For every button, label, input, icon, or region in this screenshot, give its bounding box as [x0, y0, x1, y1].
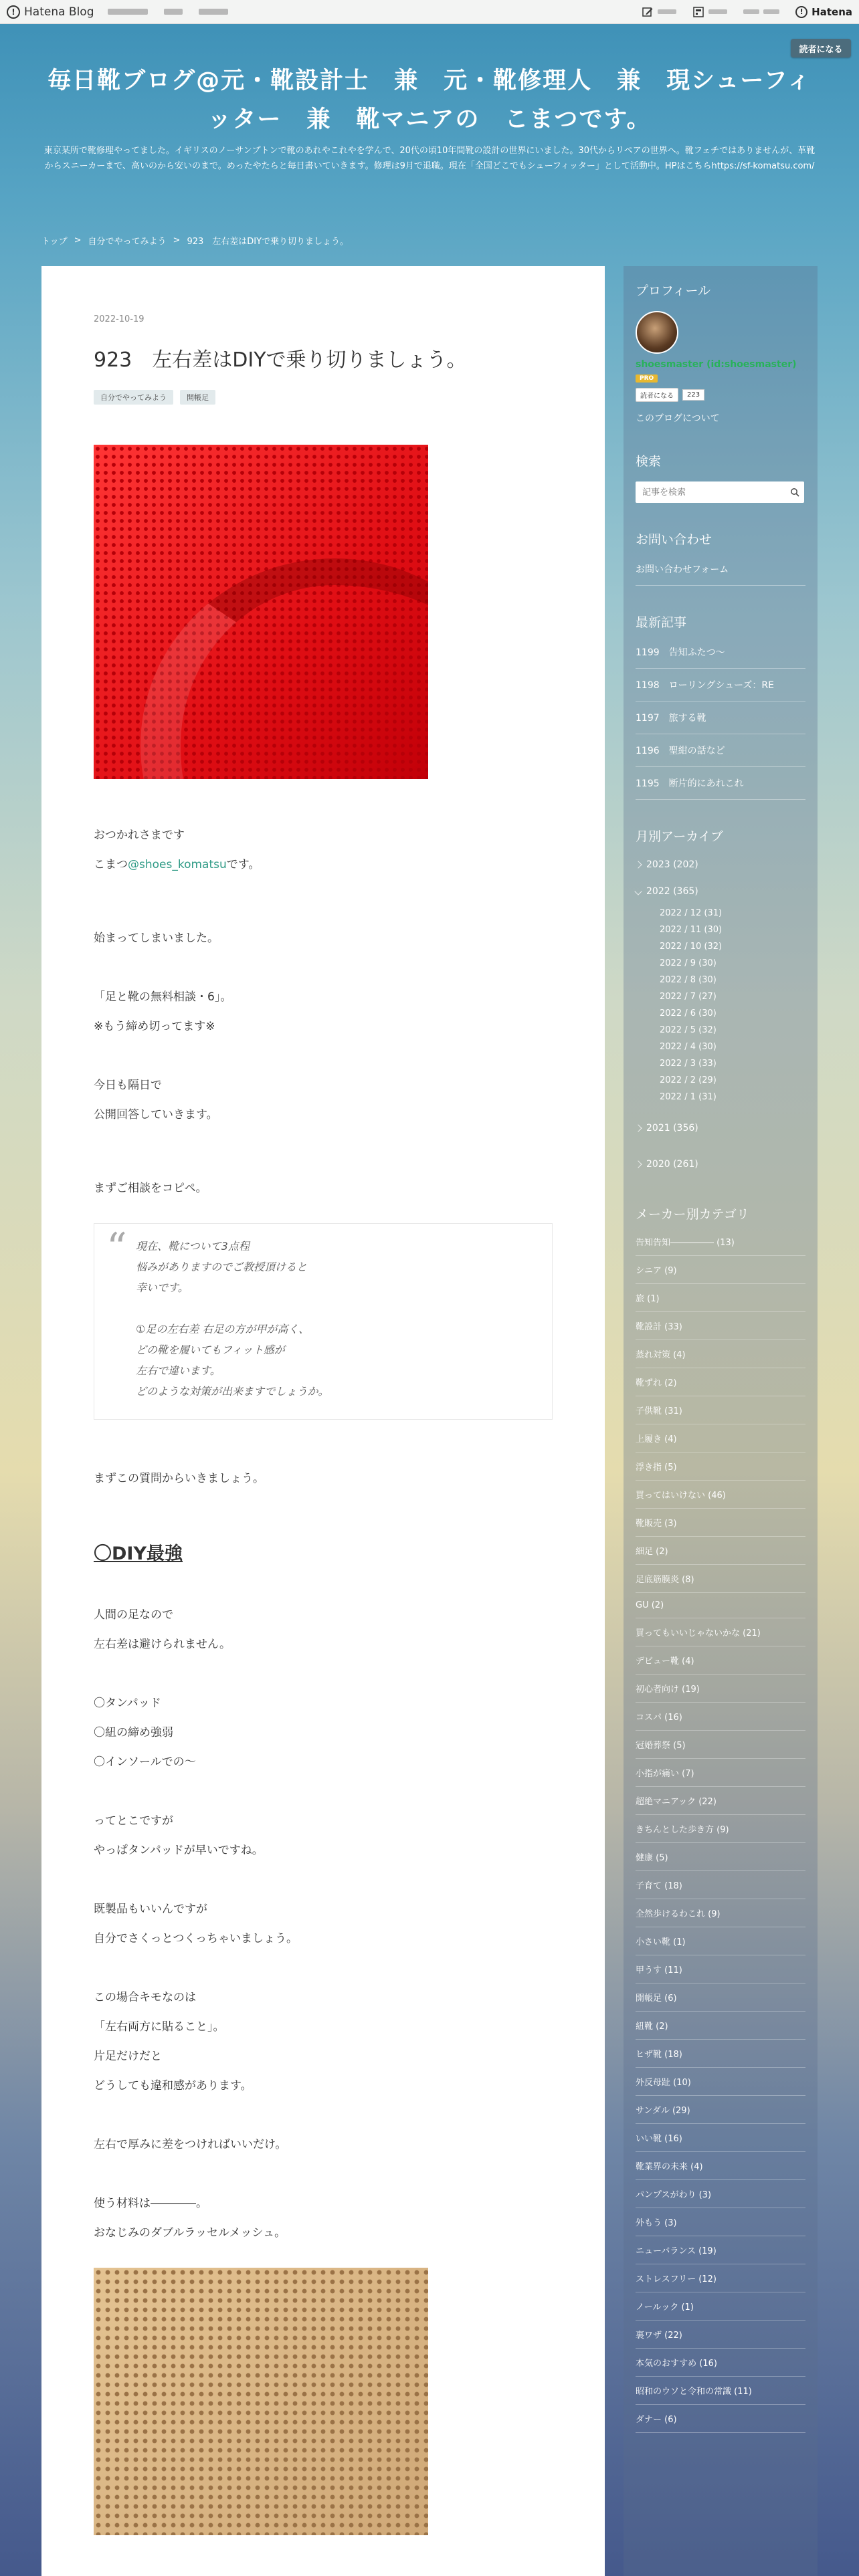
category-link[interactable]: デビュー靴 (4) [636, 1646, 805, 1675]
profile-name[interactable]: shoesmaster (id:shoesmaster) [636, 359, 797, 370]
recent-entry[interactable]: 1195 断片的にあれこれ [636, 767, 805, 800]
category-link[interactable]: 裏ワザ (22) [636, 2321, 805, 2349]
section-heading: 〇DIY最強 [94, 1543, 183, 1564]
paragraph: 〇紐の締め強弱 [94, 1726, 173, 1739]
hatena-label: Hatena [812, 5, 852, 18]
archive-month[interactable]: 2022 / 8 (30) [660, 975, 717, 985]
paragraph: 片足だけだと [94, 2050, 162, 2063]
paragraph: やっぱタンパッドが早いですね。 [94, 1844, 264, 1857]
archive-month[interactable]: 2022 / 12 (31) [660, 908, 723, 918]
archive-month[interactable]: 2022 / 10 (32) [660, 942, 723, 952]
paragraph: 始まってしまいました。 [94, 932, 219, 945]
category-link[interactable]: 細足 (2) [636, 1537, 805, 1565]
archive-month[interactable]: 2022 / 4 (30) [660, 1042, 717, 1052]
red-mesh-image [94, 445, 428, 779]
category-module [636, 1204, 805, 2433]
dashboard-icon [692, 6, 704, 18]
category-link[interactable]: サンダル (29) [636, 2096, 805, 2124]
sidebar [624, 266, 818, 2576]
category-link[interactable]: 靴ずれ (2) [636, 1368, 805, 1396]
brand-label: Hatena Blog [24, 5, 94, 19]
archive-month[interactable]: 2022 / 9 (30) [660, 958, 717, 968]
paragraph: 人間の足なので [94, 1608, 173, 1622]
archive-month[interactable]: 2022 / 7 (27) [660, 992, 717, 1002]
breadcrumb [41, 234, 349, 247]
category-link[interactable]: ストレスフリー (12) [636, 2264, 805, 2292]
category-link[interactable]: 小指が痛い (7) [636, 1759, 805, 1787]
header-link-2[interactable] [164, 9, 183, 15]
archive-year-2020[interactable]: 2020 (261) [636, 1151, 805, 1178]
paragraph: こまつ@shoes_komatsuです。 [94, 858, 260, 871]
header-link-1[interactable] [108, 9, 148, 15]
category-link[interactable]: 紐靴 (2) [636, 2012, 805, 2040]
category-list [636, 1228, 805, 2433]
consultation-quote: “ 現在、靴について3点程 悩みがありますのでご教授頂けると 幸いです。 ①足の左右差 右足の方が甲が高く、 どの靴を履いてもフィット感が 左右で違います。 どのような対策が出来ますでしょうか。 [94, 1223, 553, 1420]
category-link[interactable]: きちんとした歩き方 (9) [636, 1815, 805, 1843]
beige-mesh-image [94, 2268, 428, 2535]
category-link[interactable]: 本気のおすすめ (16) [636, 2349, 805, 2377]
breadcrumb-separator: > [74, 235, 82, 245]
category-link[interactable]: 開帳足 (6) [636, 1983, 805, 2012]
profile-heading: プロフィール [636, 284, 711, 298]
paragraph: 〇タンパッド [94, 1697, 161, 1710]
category-link[interactable]: 旅 (1) [636, 1284, 805, 1312]
paragraph: ※もう締め切ってます※ [94, 1020, 215, 1033]
category-tag[interactable]: 開帳足 [180, 390, 215, 405]
breadcrumb-separator: > [173, 235, 181, 245]
category-link[interactable]: 小さい靴 (1) [636, 1927, 805, 1955]
avatar[interactable] [636, 311, 678, 354]
category-link[interactable]: 超絶マニアック (22) [636, 1787, 805, 1815]
chevron-right-icon [634, 861, 642, 868]
category-link[interactable]: 上履き (4) [636, 1424, 805, 1453]
paragraph: おつかれさまです [94, 829, 185, 842]
paragraph: 「足と靴の無料相談・6」。 [94, 990, 232, 1004]
archive-month[interactable]: 2022 / 1 (31) [660, 1092, 717, 1102]
category-link[interactable]: 初心者向け (19) [636, 1675, 805, 1703]
breadcrumb-home[interactable]: トップ [41, 237, 68, 247]
search-box [636, 481, 804, 503]
chevron-right-icon [634, 1124, 642, 1132]
contact-form-link[interactable]: お問い合わせフォーム [636, 553, 805, 586]
archive-year-2021[interactable]: 2021 (356) [636, 1115, 805, 1142]
category-link[interactable]: 買ってもいいじゃないかな (21) [636, 1618, 805, 1646]
category-link[interactable]: ダナー (6) [636, 2405, 805, 2433]
profile-module [636, 281, 805, 425]
category-tag[interactable]: 自分でやってみよう [94, 390, 173, 405]
search-icon[interactable] [785, 488, 804, 497]
search-heading: 検索 [636, 454, 662, 469]
paragraph: 左右差は避けられません。 [94, 1638, 231, 1651]
hatena-icon: ! [795, 6, 807, 18]
paragraph: 既製品もいいんですが [94, 1903, 207, 1916]
recent-module [636, 613, 805, 800]
paragraph: 使う材料は――――。 [94, 2197, 207, 2210]
category-link[interactable]: 告知告知――――― (13) [636, 1228, 805, 1256]
paragraph: どうしても違和感があります。 [94, 2079, 252, 2092]
category-link[interactable]: 昭和のウソと令和の常識 (11) [636, 2377, 805, 2405]
blog-description: 東京某所で靴修理やってました。イギリスのノーサンプトンで靴のあれやこれやを学んで、20代の頃10年間靴の設計の世界にいました。30代からリペアの世界へ。靴フェチではありませんが、革靴からスニーカーまで、高いのから安いのまで。めったやたらと毎日書いていきます。修理は9月で退職。現在「全国どこでもシューフィッター」として活動中。HPはこちらhttps://sf-komatsu.com/ [43, 146, 816, 171]
paragraph: 今日も隔日で [94, 1079, 162, 1092]
write-entry-button[interactable] [642, 6, 676, 18]
category-heading: メーカー別カテゴリ [636, 1207, 749, 1222]
twitter-link[interactable]: @shoes_komatsu [128, 858, 227, 871]
category-link[interactable]: 浮き指 (5) [636, 1453, 805, 1481]
pro-badge: PRO [636, 374, 658, 383]
recent-entry[interactable]: 1196 聖紺の話など [636, 734, 805, 767]
chevron-right-icon [634, 1160, 642, 1168]
paragraph: この場合キモなのは [94, 1991, 196, 2004]
recent-entry[interactable]: 1197 旅する靴 [636, 702, 805, 734]
archive-month[interactable]: 2022 / 5 (32) [660, 1025, 717, 1035]
recent-entry[interactable]: 1198 ローリングシューズ：RE [636, 669, 805, 702]
paragraph: 〇インソールでの〜 [94, 1755, 196, 1769]
category-link[interactable]: ヒザ靴 (18) [636, 2040, 805, 2068]
contact-module [636, 530, 805, 586]
archive-year-2022[interactable]: 2022 (365) [636, 878, 805, 905]
archive-month[interactable]: 2022 / 2 (29) [660, 1075, 717, 1085]
archive-month[interactable]: 2022 / 3 (33) [660, 1059, 717, 1069]
recent-heading: 最新記事 [636, 615, 687, 630]
entry-title[interactable]: 923 左右差はDIYで乗り切りましょう。 [94, 348, 467, 372]
about-link[interactable]: このブログについて [636, 413, 720, 424]
category-link[interactable]: GU (2) [636, 1593, 805, 1618]
paragraph: 自分でさくっとつくっちゃいましょう。 [94, 1932, 298, 1945]
category-link[interactable]: ノールック (1) [636, 2292, 805, 2321]
category-link[interactable]: 健康 (5) [636, 1843, 805, 1871]
category-link[interactable]: 蒸れ対策 (4) [636, 1340, 805, 1368]
category-link[interactable]: ニューバランス (19) [636, 2236, 805, 2264]
category-link[interactable]: 靴業界の未来 (4) [636, 2152, 805, 2180]
category-link[interactable]: 靴販売 (3) [636, 1509, 805, 1537]
category-link[interactable]: 子育て (18) [636, 1871, 805, 1899]
header-link-3[interactable] [199, 9, 228, 15]
blog-title[interactable]: 毎日靴ブログ@元・靴設計士 兼 元・靴修理人 兼 現シューフィッター 兼 靴マニアの こまつです。 [47, 68, 812, 133]
recent-entry[interactable]: 1199 告知ふたつ〜 [636, 636, 805, 669]
category-link[interactable]: 外反母趾 (10) [636, 2068, 805, 2096]
paragraph: おなじみのダブルラッセルメッシュ。 [94, 2226, 286, 2240]
paragraph: 「左右両方に貼ること」。 [94, 2020, 225, 2034]
breadcrumb-category[interactable]: 自分でやってみよう [88, 237, 167, 247]
archive-heading: 月別アーカイブ [636, 829, 723, 844]
entry-date[interactable]: 2022-10-19 [94, 314, 145, 324]
header-links [108, 9, 228, 15]
hatena-link[interactable] [795, 6, 852, 18]
article [41, 266, 605, 2576]
category-link[interactable]: いい靴 (16) [636, 2124, 805, 2152]
paragraph: 公開回答していきます。 [94, 1108, 218, 1121]
category-link[interactable]: コスパ (16) [636, 1703, 805, 1731]
category-link[interactable]: 靴設計 (33) [636, 1312, 805, 1340]
paragraph: まずこの質問からいきましょう。 [94, 1472, 264, 1485]
category-link[interactable]: 足底筋膜炎 (8) [636, 1565, 805, 1593]
profile-subscribe-button[interactable]: 読者になる [636, 388, 678, 402]
dashboard-button[interactable] [692, 6, 727, 18]
chevron-down-icon [634, 887, 642, 895]
category-link[interactable]: パンプスがわり (3) [636, 2180, 805, 2208]
category-link[interactable]: 子供靴 (31) [636, 1396, 805, 1424]
global-header [0, 0, 859, 24]
account-menu[interactable] [743, 9, 779, 14]
hatena-blog-logo[interactable] [7, 5, 94, 19]
category-link[interactable]: 全然歩けるわこれ (9) [636, 1899, 805, 1927]
breadcrumb-current[interactable]: 923 左右差はDIYで乗り切りましょう。 [187, 237, 349, 247]
archive-module [636, 827, 805, 1178]
paragraph: 左右で厚みに差をつければいいだけ。 [94, 2138, 287, 2151]
archive-month[interactable]: 2022 / 11 (30) [660, 925, 723, 935]
subscriber-count[interactable]: 223 [682, 389, 704, 401]
category-link[interactable]: 買ってはいけない (46) [636, 1481, 805, 1509]
archive-month[interactable]: 2022 / 6 (30) [660, 1008, 717, 1018]
header-right [642, 6, 852, 18]
entry-categories [94, 390, 553, 405]
category-link[interactable]: シニア (9) [636, 1256, 805, 1284]
hatena-logo-icon: ! [7, 5, 20, 19]
contact-heading: お問い合わせ [636, 532, 712, 547]
paragraph: ってとこですが [94, 1814, 173, 1828]
pencil-icon [642, 6, 654, 18]
subscribe-button[interactable]: 読者になる [791, 39, 851, 58]
search-input[interactable] [636, 488, 785, 498]
archive-year-2023[interactable]: 2023 (202) [636, 851, 805, 878]
category-link[interactable]: 甲うす (11) [636, 1955, 805, 1983]
category-link[interactable]: 冠婚葬祭 (5) [636, 1731, 805, 1759]
paragraph: まずご相談をコピペ。 [94, 1182, 207, 1195]
search-module [636, 451, 805, 503]
quote-mark-icon: “ [106, 1224, 127, 1271]
category-link[interactable]: 外もう (3) [636, 2208, 805, 2236]
